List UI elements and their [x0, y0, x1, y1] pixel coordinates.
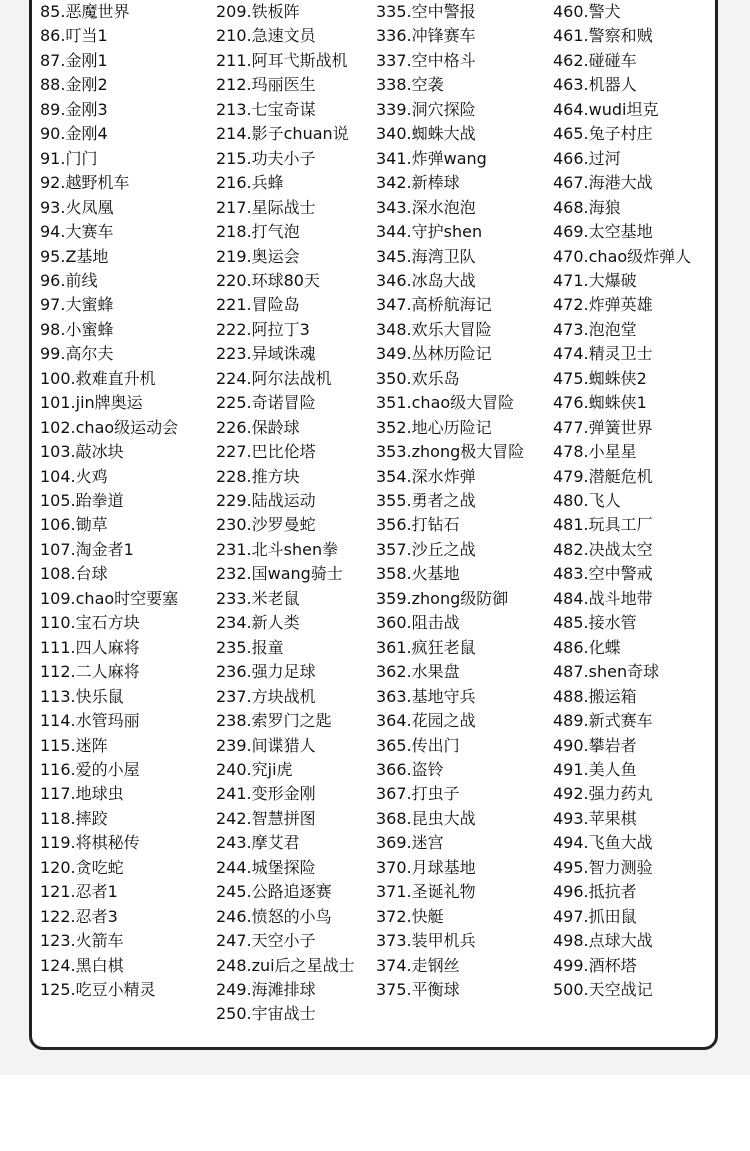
- game-list-item: 358.火基地: [376, 564, 460, 584]
- game-list-item: 336.冲锋赛车: [376, 26, 476, 46]
- game-list-item: 373.装甲机兵: [376, 931, 476, 951]
- game-list-item: 370.月球基地: [376, 857, 476, 877]
- game-list-item: 494.飞鱼大战: [553, 833, 653, 853]
- game-list-item: 238.索罗门之匙: [216, 711, 332, 731]
- game-list-item: 212.玛丽医生: [216, 75, 316, 95]
- game-list-item: 234.新人类: [216, 613, 300, 633]
- game-list-item: 226.保龄球: [216, 417, 300, 437]
- game-list-item: 220.环球80天: [216, 270, 320, 290]
- game-list-item: 229.陆战运动: [216, 491, 316, 510]
- game-list-item: 114.水管玛丽: [40, 711, 140, 731]
- game-list-item: 106.锄草: [40, 515, 108, 535]
- game-list-item: 472.炸弹英雄: [553, 295, 653, 315]
- game-list-item: 461.警察和贼: [553, 26, 653, 46]
- game-list-item: 223.异域诛魂: [216, 344, 316, 364]
- game-list-item: 460.警犬: [553, 2, 621, 21]
- game-list-item: 366.盗铃: [376, 759, 444, 779]
- game-list-item: 116.爱的小屋: [40, 759, 140, 779]
- game-list-item: 338.空袭: [376, 75, 444, 95]
- game-list-item: 490.攀岩者: [553, 735, 637, 755]
- game-list-item: 111.四人麻将: [40, 637, 140, 657]
- game-list-item: 237.方块战机: [216, 686, 316, 706]
- game-list-item: 215.功夫小子: [216, 148, 316, 168]
- game-list-item: 86.叮当1: [40, 26, 108, 46]
- game-list-item: 363.基地守兵: [376, 686, 476, 706]
- game-list-item: 100.救难直升机: [40, 368, 156, 388]
- game-list-item: 487.shen奇球: [553, 662, 660, 682]
- game-list-item: 372.快艇: [376, 906, 444, 926]
- game-list-item: 94.大赛车: [40, 222, 114, 242]
- game-list-item: 462.碰碰车: [553, 50, 637, 70]
- game-list-item: 248.zui后之星战士: [216, 955, 355, 975]
- game-list-item: 349.丛林历险记: [376, 344, 492, 364]
- game-list-item: 346.冰岛大战: [376, 270, 476, 290]
- game-list-item: 481.玩具工厂: [553, 515, 653, 535]
- game-list-item: 482.决战太空: [553, 539, 653, 559]
- game-list-item: 478.小星星: [553, 442, 637, 462]
- game-list-item: 499.酒杯塔: [553, 955, 637, 975]
- game-list-item: 343.深水泡泡: [376, 197, 476, 217]
- game-list-item: 496.抵抗者: [553, 882, 637, 902]
- game-list-item: 209.铁板阵: [216, 2, 300, 21]
- game-list-item: 354.深水炸弹: [376, 466, 476, 486]
- game-list-item: 217.星际战士: [216, 197, 316, 217]
- game-list-item: 473.泡泡堂: [553, 319, 637, 339]
- game-list-item: 489.新式赛车: [553, 711, 653, 731]
- game-list-item: 216.兵蜂: [216, 173, 284, 193]
- game-list-item: 103.敲冰块: [40, 442, 124, 462]
- game-list-item: 350.欢乐岛: [376, 368, 460, 388]
- game-list-item: 476.蜘蛛侠1: [553, 393, 647, 413]
- game-list-item: 233.米老鼠: [216, 588, 300, 608]
- game-list-item: 246.愤怒的小鸟: [216, 906, 332, 926]
- game-list-item: 467.海港大战: [553, 173, 653, 193]
- game-list-item: 347.高桥航海记: [376, 295, 492, 315]
- game-list-item: 124.黑白棋: [40, 955, 124, 975]
- game-list-item: 486.化蝶: [553, 637, 621, 657]
- game-list-item: 249.海滩排球: [216, 980, 316, 999]
- game-list-item: 239.间谍猎人: [216, 735, 316, 755]
- game-list-item: 348.欢乐大冒险: [376, 319, 492, 339]
- game-list-item: 225.奇诺冒险: [216, 393, 316, 413]
- game-list-item: 120.贪吃蛇: [40, 857, 124, 877]
- game-list-item: 112.二人麻将: [40, 662, 140, 682]
- game-list-item: 362.水果盘: [376, 662, 460, 682]
- game-list-item: 374.走钢丝: [376, 955, 460, 975]
- game-list-item: 222.阿拉丁3: [216, 319, 310, 339]
- game-list-item: 125.吃豆小精灵: [40, 980, 156, 999]
- game-list-item: 210.急速文员: [216, 26, 316, 46]
- game-list-item: 355.勇者之战: [376, 491, 476, 510]
- game-list-item: 484.战斗地带: [553, 588, 653, 608]
- game-list-item: 89.金刚3: [40, 99, 108, 119]
- game-list-item: 250.宇宙战士: [216, 1004, 316, 1024]
- game-list-item: 339.洞穴探险: [376, 99, 476, 119]
- game-list-item: 353.zhong极大冒险: [376, 442, 525, 462]
- game-list-item: 247.天空小子: [216, 931, 316, 951]
- game-list-item: 244.城堡探险: [216, 857, 316, 877]
- game-list-item: 110.宝石方块: [40, 613, 140, 633]
- game-list-item: 357.沙丘之战: [376, 539, 476, 559]
- game-list-item: 464.wudi坦克: [553, 99, 659, 119]
- game-list-item: 475.蜘蛛侠2: [553, 368, 647, 388]
- game-list-item: 104.火鸡: [40, 466, 108, 486]
- game-list-item: 470.chao级炸弹人: [553, 246, 692, 266]
- game-list-item: 497.抓田鼠: [553, 906, 637, 926]
- game-list-item: 371.圣诞礼物: [376, 882, 476, 902]
- game-list-item: 498.点球大战: [553, 931, 653, 951]
- game-list-item: 345.海湾卫队: [376, 246, 476, 266]
- game-list-item: 340.蜘蛛大战: [376, 124, 476, 144]
- game-list-item: 218.打气泡: [216, 222, 300, 242]
- game-list-item: 243.摩艾君: [216, 833, 300, 853]
- game-list-item: 335.空中警报: [376, 2, 476, 21]
- game-list-item: 465.兔子村庄: [553, 124, 653, 144]
- game-list-item: 96.前线: [40, 270, 98, 290]
- game-list-item: 468.海狼: [553, 197, 621, 217]
- game-list-item: 493.苹果棋: [553, 808, 637, 828]
- game-list-item: 122.忍者3: [40, 906, 118, 926]
- game-list-item: 491.美人鱼: [553, 759, 637, 779]
- game-list-item: 474.精灵卫士: [553, 344, 653, 364]
- game-list-item: 492.强力药丸: [553, 784, 653, 804]
- game-list-item: 224.阿尔法战机: [216, 368, 332, 388]
- game-list-item: 471.大爆破: [553, 270, 637, 290]
- game-list-item: 113.快乐鼠: [40, 686, 124, 706]
- game-list-item: 360.阻击战: [376, 613, 460, 633]
- game-list-item: 341.炸弹wang: [376, 148, 487, 168]
- game-list-item: 95.Z基地: [40, 246, 109, 266]
- game-list-item: 342.新棒球: [376, 173, 460, 193]
- game-list-item: 211.阿耳弋斯战机: [216, 50, 348, 70]
- game-list-item: 359.zhong级防御: [376, 588, 509, 608]
- game-list-item: 105.跆拳道: [40, 491, 124, 510]
- game-list-item: 121.忍者1: [40, 882, 118, 902]
- game-list-item: 109.chao时空要塞: [40, 588, 179, 608]
- game-list-item: 87.金刚1: [40, 50, 108, 70]
- game-list-item: 115.迷阵: [40, 735, 108, 755]
- game-list-item: 368.昆虫大战: [376, 808, 476, 828]
- game-list-item: 85.恶魔世界: [40, 2, 130, 21]
- game-list-item: 90.金刚4: [40, 124, 108, 144]
- game-list-item: 241.变形金刚: [216, 784, 316, 804]
- game-list-item: 107.淘金者1: [40, 539, 134, 559]
- game-list-item: 102.chao级运动会: [40, 417, 179, 437]
- game-list-item: 356.打钻石: [376, 515, 460, 535]
- game-list-item: 469.太空基地: [553, 222, 653, 242]
- game-list-item: 463.机器人: [553, 75, 637, 95]
- game-list-item: 230.沙罗曼蛇: [216, 515, 316, 535]
- game-list-item: 351.chao级大冒险: [376, 393, 515, 413]
- game-list-item: 108.台球: [40, 564, 108, 584]
- game-list-item: 99.高尔夫: [40, 344, 114, 364]
- game-list-item: 369.迷宫: [376, 833, 444, 853]
- game-list-item: 123.火箭车: [40, 931, 124, 951]
- game-list-item: 344.守护shen: [376, 222, 483, 242]
- game-list-item: 361.疯狂老鼠: [376, 637, 476, 657]
- game-list-item: 101.jin牌奥运: [40, 393, 143, 413]
- game-list-item: 97.大蜜蜂: [40, 295, 114, 315]
- game-list-item: 118.摔跤: [40, 808, 108, 828]
- game-list-item: 483.空中警戒: [553, 564, 653, 584]
- game-list-item: 231.北斗shen拳: [216, 539, 339, 559]
- game-list-item: 364.花园之战: [376, 711, 476, 731]
- game-list-item: 466.过河: [553, 148, 621, 168]
- game-list-item: 214.影子chuan说: [216, 124, 349, 144]
- game-list-item: 92.越野机车: [40, 173, 130, 193]
- game-list-item: 98.小蜜蜂: [40, 319, 114, 339]
- game-list-item: 485.接水管: [553, 613, 637, 633]
- game-list-item: 219.奥运会: [216, 246, 300, 266]
- game-list-item: 235.报童: [216, 637, 284, 657]
- game-list-item: 337.空中格斗: [376, 50, 476, 70]
- game-list-item: 477.弹簧世界: [553, 417, 653, 437]
- game-list-item: 119.将棋秘传: [40, 833, 140, 853]
- game-list-item: 480.飞人: [553, 491, 621, 510]
- game-list-item: 236.强力足球: [216, 662, 316, 682]
- game-list-item: 221.冒险岛: [216, 295, 300, 315]
- game-list-item: 227.巴比伦塔: [216, 442, 316, 462]
- game-list-item: 365.传出门: [376, 735, 460, 755]
- game-list-item: 88.金刚2: [40, 75, 108, 95]
- game-list-item: 91.门门: [40, 148, 98, 168]
- game-list-item: 228.推方块: [216, 466, 300, 486]
- game-list-item: 117.地球虫: [40, 784, 124, 804]
- game-list-item: 495.智力测验: [553, 857, 653, 877]
- game-list-item: 240.究ji虎: [216, 759, 293, 779]
- game-list-item: 352.地心历险记: [376, 417, 492, 437]
- game-list-item: 479.潜艇危机: [553, 466, 653, 486]
- game-list-item: 232.国wang骑士: [216, 564, 343, 584]
- game-list-item: 213.七宝奇谋: [216, 99, 316, 119]
- game-list-item: 500.天空战记: [553, 980, 653, 999]
- game-list-item: 245.公路追逐赛: [216, 882, 332, 902]
- game-list-item: 242.智慧拼图: [216, 808, 316, 828]
- game-list-item: 93.火凤凰: [40, 197, 114, 217]
- game-list-item: 375.平衡球: [376, 980, 460, 999]
- game-list-item: 488.搬运箱: [553, 686, 637, 706]
- game-list-item: 367.打虫子: [376, 784, 460, 804]
